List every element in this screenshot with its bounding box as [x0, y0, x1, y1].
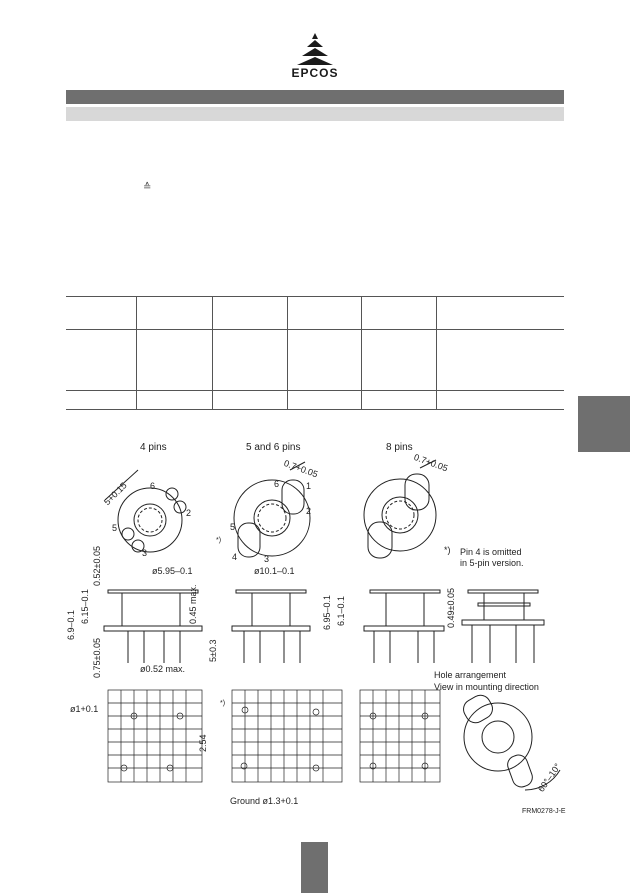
dim-label: 2.54: [198, 734, 208, 752]
dim-label: 6.95–0.1: [322, 594, 332, 630]
dim-label: 0.52±0.05: [92, 546, 102, 586]
side-view-4: [462, 590, 544, 663]
side-view-3: [364, 590, 444, 663]
top-view-8pins: [364, 460, 436, 558]
figure-id: FRM0278-J-E: [522, 808, 566, 815]
top-view-4pins: [105, 470, 186, 552]
dim-label: 6.15–0.1: [80, 588, 90, 624]
dim-label: 6.1–0.1: [336, 595, 346, 626]
variant-label: 5 and 6 pins: [246, 442, 301, 453]
note-text: in 5-pin version.: [460, 558, 524, 568]
hole-grid-1: [108, 690, 202, 782]
dim-label: Ground ø1.3+0.1: [230, 796, 299, 806]
dim-label: ø10.1–0.1: [254, 566, 295, 576]
pin-number: 5: [112, 523, 118, 533]
dim-label: ø0.52 max.: [140, 664, 186, 674]
hole-title: Hole arrangement: [434, 670, 507, 680]
top-view-56pins: [234, 462, 310, 557]
pin-number: 5: [230, 522, 236, 532]
hole-grid-2: [232, 690, 342, 782]
note-marker: *): [220, 700, 226, 707]
equivalence-symbol: ≙: [143, 182, 152, 193]
hole-grid-3: [360, 690, 440, 782]
dim-label: ø5.95–0.1: [152, 566, 193, 576]
dim-label: 5+0.15: [102, 480, 129, 508]
brand-name: EPCOS: [291, 66, 339, 80]
pin-number: 2: [186, 508, 192, 518]
pin-number: 4: [232, 552, 238, 562]
note-marker: *): [216, 537, 222, 544]
pin-number: 6: [274, 479, 280, 489]
pin-number: 1: [306, 481, 312, 491]
hole-subtitle: View in mounting direction: [434, 682, 539, 692]
pin-number: 6: [150, 481, 156, 491]
dim-label: 0.75±0.05: [92, 638, 102, 678]
dim-label: 6.9–0.1: [66, 609, 76, 640]
variant-label: 8 pins: [386, 442, 413, 453]
pin-number: 3: [264, 554, 270, 564]
pin-number: 2: [306, 506, 312, 516]
dim-label: ø1+0.1: [70, 704, 99, 714]
note-text: Pin 4 is omitted: [460, 547, 522, 557]
dim-label: 5±0.3: [208, 639, 218, 662]
dim-label: 60°–10°: [536, 761, 563, 794]
dim-label: 0.7+0.05: [412, 452, 450, 474]
variant-label: 4 pins: [140, 442, 167, 453]
note-marker: *): [444, 545, 451, 555]
dim-label: 0.7+0.05: [282, 458, 320, 480]
dim-label: 0.45 max.: [188, 584, 198, 624]
pin-number: 3: [142, 548, 148, 558]
side-view-2: [232, 590, 310, 663]
dim-label: 0.49±0.05: [446, 588, 456, 628]
